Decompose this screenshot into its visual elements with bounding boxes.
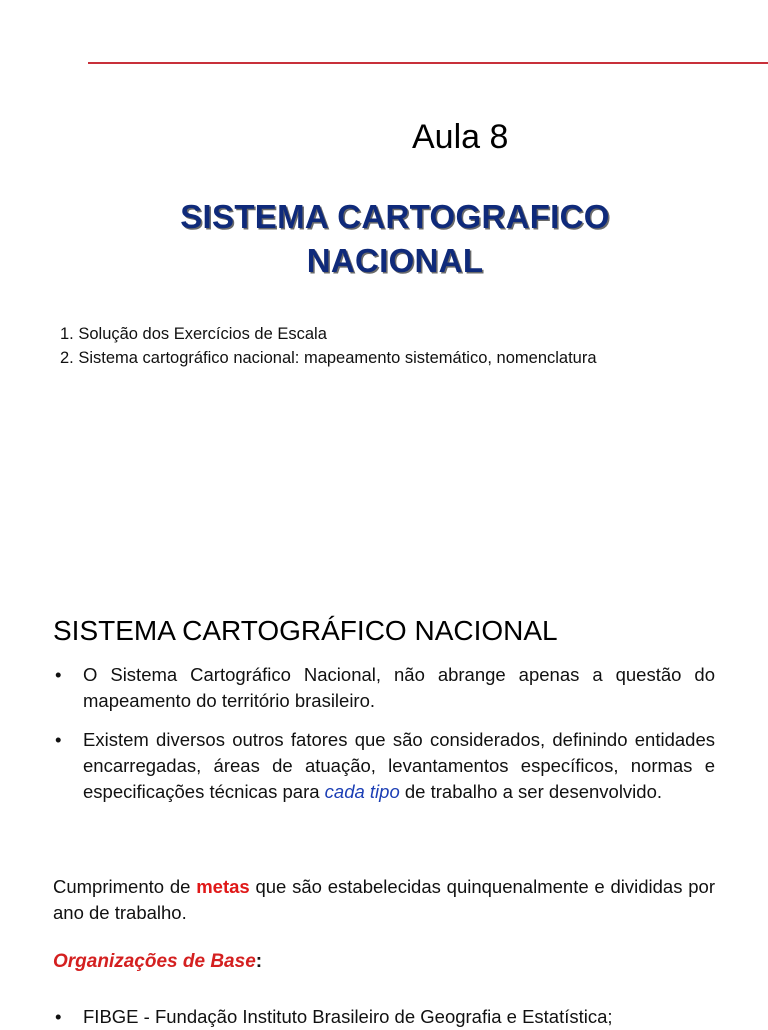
content-slide — [0, 560, 768, 1027]
slide-title — [0, 195, 768, 283]
paragraph-text: Cumprimento de — [53, 876, 197, 897]
emphasis-cada-tipo: cada tipo — [324, 781, 400, 802]
agenda-item: 1. Solução dos Exercícios de Escala — [60, 325, 327, 343]
bullet-icon: • — [55, 729, 62, 750]
bullet-item — [53, 662, 715, 714]
slide-title-line1: SISTEMA CARTOGRAFICO — [180, 198, 610, 235]
section-heading: SISTEMA CARTOGRÁFICO NACIONAL — [53, 615, 558, 646]
bullet-item — [53, 727, 715, 805]
slide-title-line2: NACIONAL — [306, 242, 484, 279]
bullet-text: Existem diversos outros fatores que são considerados, definindo entidades encarregadas, áreas de atuação, levantamentos específicos, normas e especificações técnicas para — [83, 729, 715, 802]
bullet-text-end: de trabalho a ser desenvolvido. — [399, 781, 663, 802]
organizations-label: Organizações de Base — [53, 951, 256, 972]
organization-item — [53, 1004, 753, 1030]
bullet-icon: • — [55, 1006, 62, 1027]
bullet-text: O Sistema Cartográfico Nacional, não abrange apenas a questão do mapeamento do território brasileiro. — [83, 664, 715, 711]
bullet-list — [53, 662, 715, 818]
organizations-heading — [53, 951, 262, 973]
agenda-item: 2. Sistema cartográfico nacional: mapeamento sistemático, nomenclatura — [60, 349, 597, 367]
lesson-label: Aula 8 — [412, 118, 509, 156]
emphasis-metas: metas — [196, 876, 250, 897]
bullet-icon: • — [55, 664, 62, 685]
goals-paragraph — [53, 874, 715, 926]
organization-text: FIBGE - Fundação Instituto Brasileiro de Geografia e Estatística; — [83, 1006, 613, 1027]
top-accent-line — [88, 62, 768, 64]
organizations-list — [53, 1004, 753, 1030]
paragraph-text-end: que são estabelecidas quinquenalmente e divididas por ano de trabalho. — [53, 876, 715, 923]
agenda-list — [60, 322, 597, 370]
organizations-colon: : — [255, 951, 263, 972]
